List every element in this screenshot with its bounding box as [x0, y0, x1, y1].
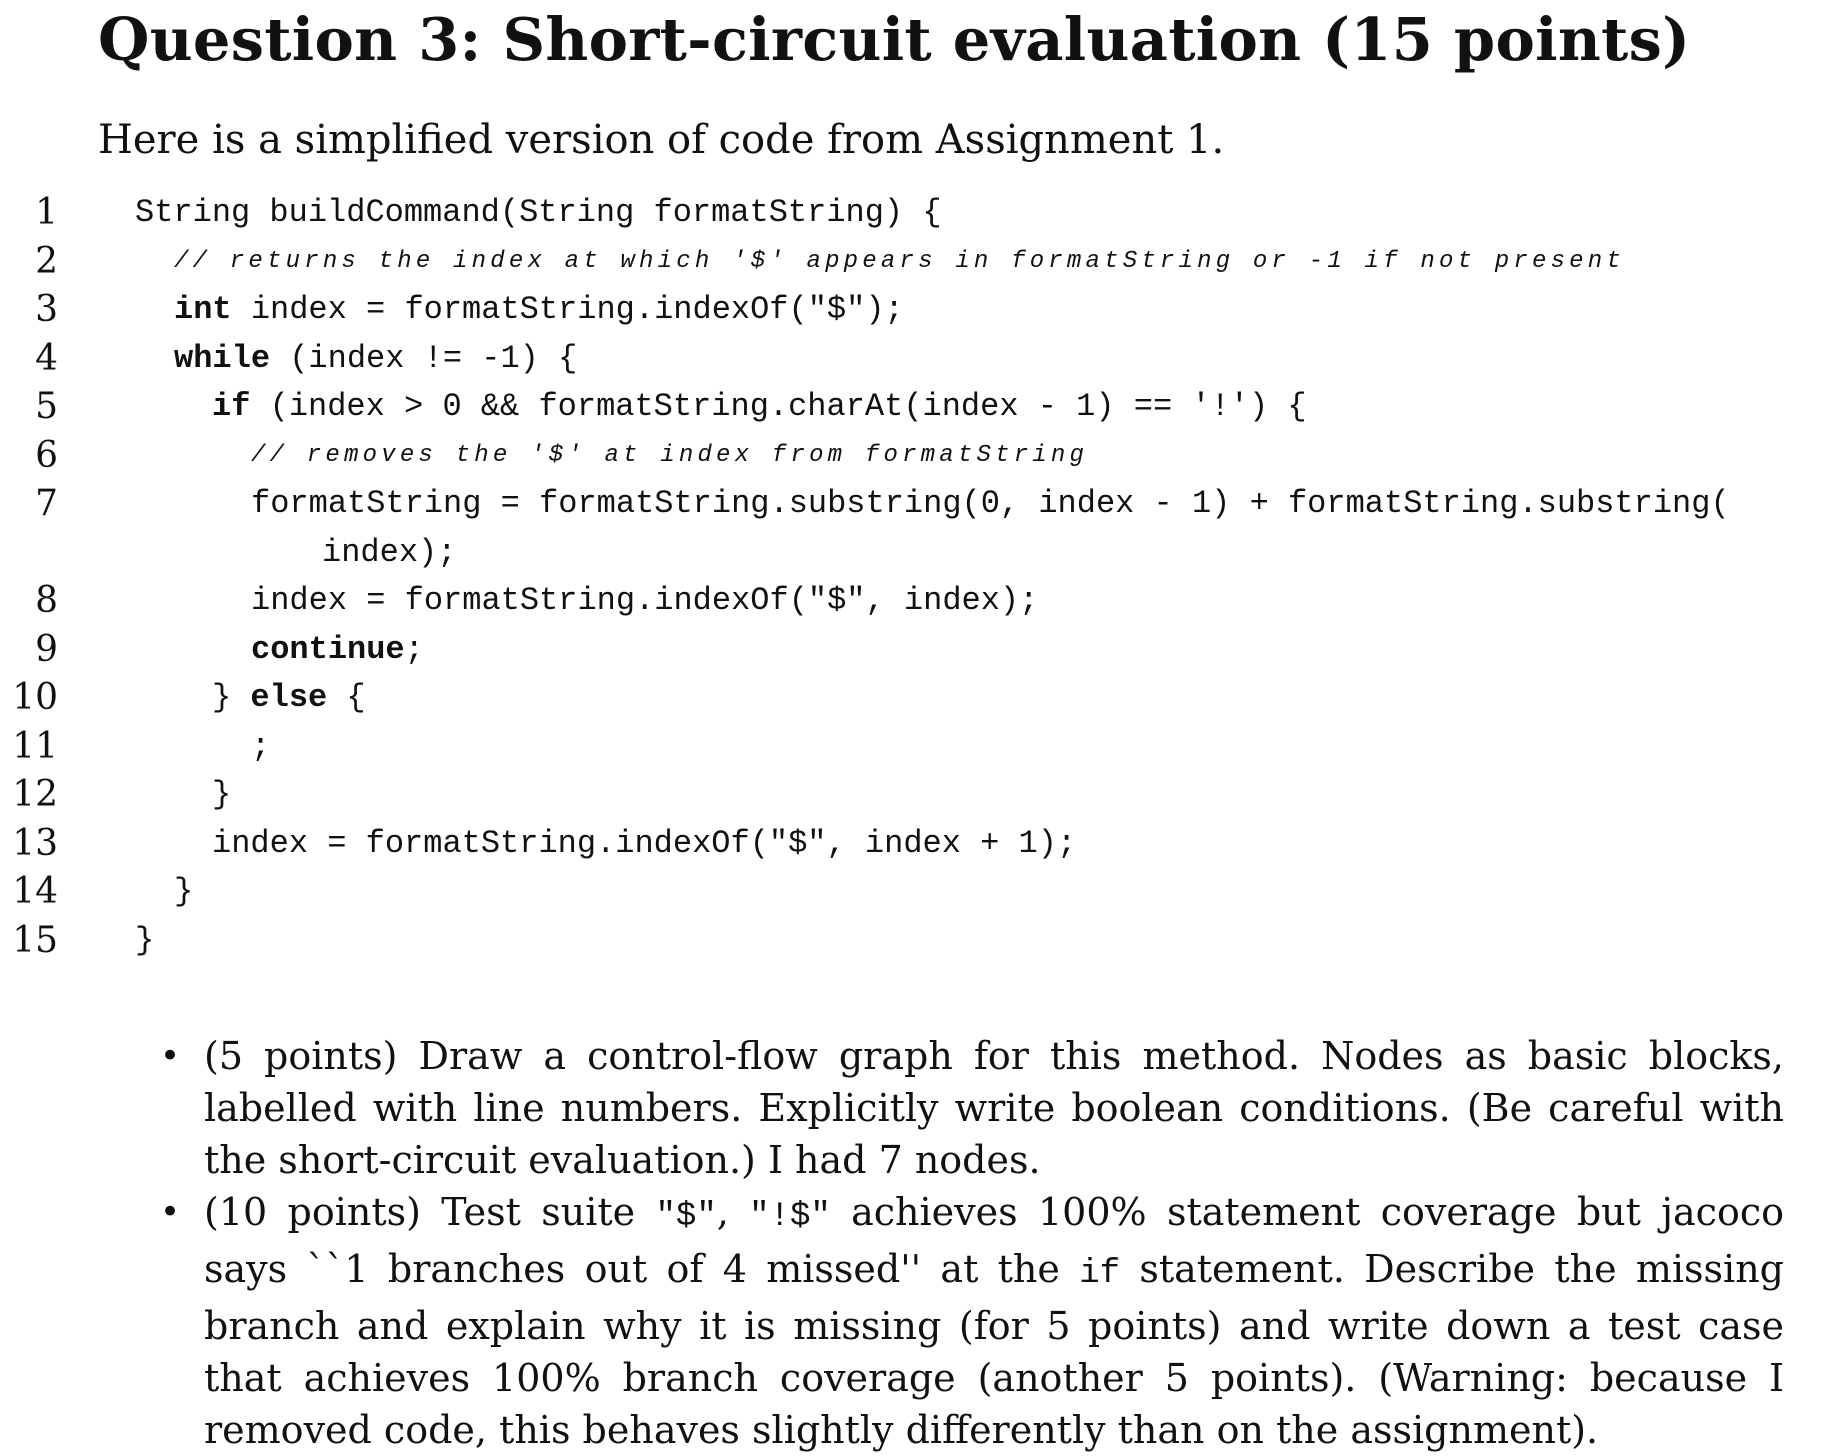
inline-code: "!$" — [749, 1198, 831, 1236]
code-text: { — [327, 679, 366, 716]
code-text: index = formatString.indexOf("$", index + 1); — [212, 824, 1077, 862]
code-listing — [0, 189, 1842, 965]
code-continuation: index); — [322, 533, 457, 571]
code-line-9 — [0, 626, 1842, 675]
code-line-3 — [0, 286, 1842, 335]
code-line-8 — [0, 577, 1842, 626]
question-title: Question 3: Short-circuit evaluation (15 points) — [98, 5, 1691, 74]
code-text: } — [135, 921, 155, 959]
line-number: 1 — [35, 192, 58, 233]
task-text — [204, 1186, 1784, 1456]
code-statement — [212, 674, 366, 723]
code-keyword: int — [174, 291, 232, 328]
line-number: 7 — [35, 483, 58, 524]
code-line-4 — [0, 335, 1842, 384]
task-item-cfg — [0, 1030, 1842, 1186]
code-statement — [212, 383, 1307, 432]
bullet-marker: • — [160, 1192, 181, 1232]
code-comment: // removes the '$' at index from formatString — [251, 441, 1089, 469]
code-text: } — [174, 873, 194, 910]
code-text: index = formatString.indexOf("$"); — [231, 291, 904, 328]
line-number: 10 — [12, 677, 58, 718]
code-line-7 — [0, 480, 1842, 577]
code-line-6 — [0, 432, 1842, 481]
code-text: ; — [404, 630, 424, 668]
code-statement — [251, 626, 424, 675]
code-keyword: continue — [251, 630, 405, 668]
code-text: String buildCommand(String formatString) { — [135, 194, 942, 231]
line-number: 9 — [35, 628, 58, 670]
code-line-5 — [0, 383, 1842, 432]
task-text-part: , — [716, 1190, 750, 1234]
code-line-12 — [0, 771, 1842, 820]
code-statement — [174, 286, 904, 335]
code-text: } — [212, 679, 251, 716]
code-line-10 — [0, 674, 1842, 723]
line-number: 3 — [35, 289, 58, 330]
line-number: 11 — [12, 725, 58, 767]
code-line-2 — [0, 238, 1842, 287]
line-number: 6 — [35, 434, 58, 476]
code-text: ; — [251, 727, 271, 765]
code-text: formatString = formatString.substring(0, index - 1) + formatString.substring( — [251, 485, 1730, 522]
task-text-part: (10 points) Test suite — [204, 1190, 656, 1234]
line-number: 12 — [12, 774, 58, 815]
task-item-coverage — [0, 1186, 1842, 1456]
code-line-11 — [0, 723, 1842, 772]
task-list — [0, 1030, 1842, 1456]
line-number: 5 — [35, 386, 58, 427]
code-text: (index > 0 && formatString.charAt(index - 1) == '!') { — [250, 388, 1307, 425]
code-statement — [174, 335, 577, 384]
code-text: index = formatString.indexOf("$", index); — [251, 582, 1039, 619]
inline-code: "$" — [655, 1198, 717, 1236]
line-number: 4 — [35, 337, 58, 379]
line-number: 14 — [12, 871, 58, 912]
code-text: } — [212, 776, 232, 813]
bullet-marker: • — [160, 1036, 181, 1076]
code-line-13 — [0, 820, 1842, 869]
code-comment: // returns the index at which '$' appears in formatString or -1 if not present — [174, 247, 1625, 275]
line-number: 2 — [35, 240, 58, 282]
intro-text: Here is a simplified version of code from Assignment 1. — [98, 117, 1225, 163]
code-keyword: while — [174, 339, 271, 377]
task-text-part: statement. Describe the missing branch and explain why it is missing (for 5 points) and write down a test case that achieves 100% branch coverage (another 5 points). (Warning: because I removed code, this behaves slightly differently than on the assignment). — [204, 1247, 1785, 1452]
line-number: 8 — [35, 580, 58, 621]
code-keyword: else — [250, 679, 328, 716]
line-number: 13 — [12, 822, 58, 864]
inline-code: if — [1079, 1255, 1121, 1293]
task-text: (5 points) Draw a control-flow graph for this method. Nodes as basic blocks, labelled with line numbers. Explicitly write boolean conditions. (Be careful with the short-circuit evaluation.) I had 7 nodes. — [204, 1034, 1784, 1182]
code-line-14 — [0, 868, 1842, 917]
code-line-15 — [0, 917, 1842, 966]
code-text: (index != -1) { — [270, 339, 578, 377]
task-text-part: achieves 100% statement coverage but jacoco says ``1 branches out of 4 missed'' at the — [204, 1190, 1784, 1291]
code-line-1 — [0, 189, 1842, 238]
code-keyword: if — [212, 388, 251, 425]
line-number: 15 — [12, 919, 58, 961]
